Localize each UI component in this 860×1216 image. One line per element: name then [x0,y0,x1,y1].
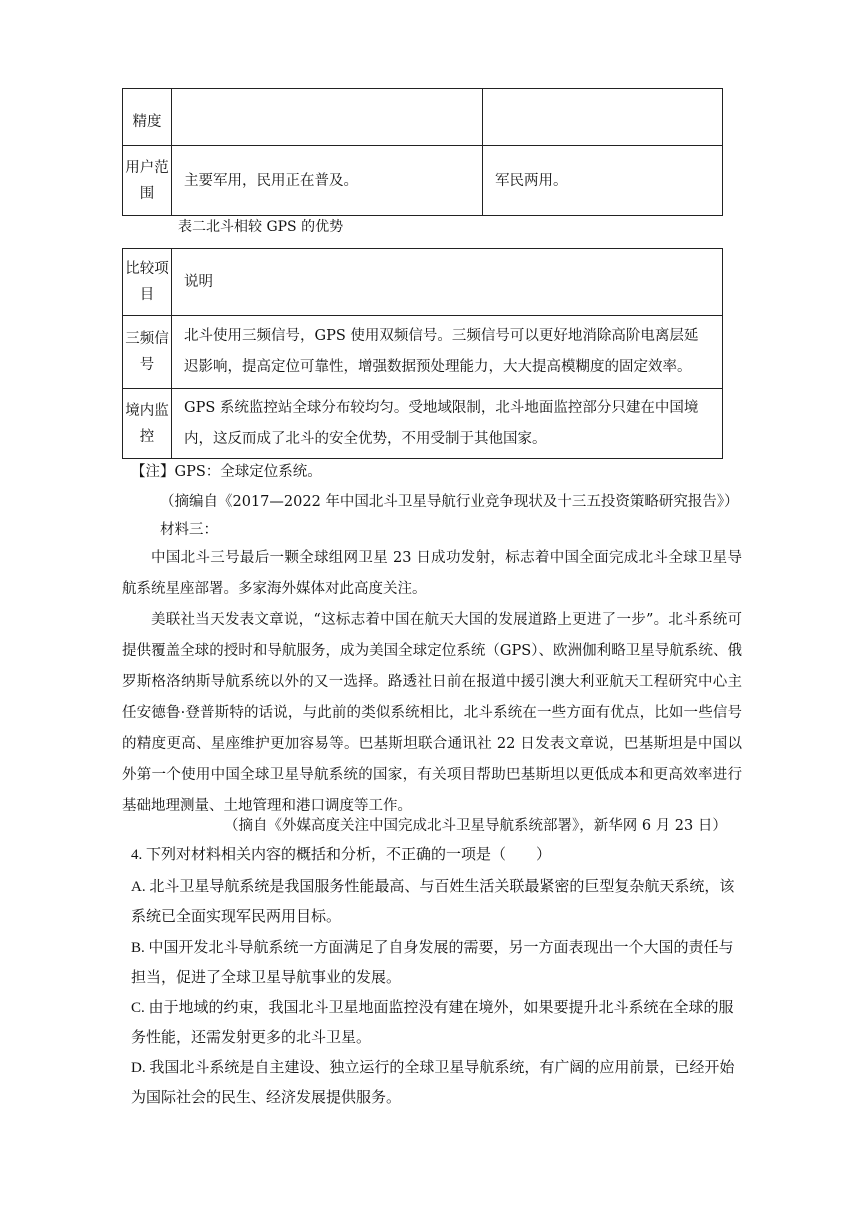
column-header: 说明 [172,249,723,316]
row-label: 用户范围 [123,146,172,216]
paragraph: 美联社当天发表文章说，“这标志着中国在航天大国的发展道路上更进了一步”。北斗系统可提供覆盖全球的授时和导航服务，成为美国全球定位系统（GPS）、欧洲伽利略卫星导航系统、俄罗斯格洛纳斯导航系统以外的又一选择。路透社日前在报道中援引澳大利亚航天工程研究中心主任安德鲁·登普斯特的话说，与此前的类似系统相比，北斗系统在一些方面有优点，比如一些信号的精度更高、星座维护更加容易等。巴基斯坦联合通讯社 22 日发表文章说，巴基斯坦是中国以外第一个使用中国全球卫星导航系统的国家，有关项目帮助巴基斯坦以更低成本和更高效率进行基础地理测量、土地管理和港口调度等工作。 [122,612,742,814]
table-cell: 北斗使用三频信号，GPS 使用双频信号。三频信号可以更好地消除高阶电离层延迟影响，提高定位可靠性，增强数据预处理能力，大大提高模糊度的固定效率。 [172,316,723,389]
table-cell [172,89,483,146]
table-row [123,89,723,146]
paragraph: 中国北斗三号最后一颗全球组网卫星 23 日成功发射，标志着中国全面完成北斗全球卫星导航系统星座部署。多家海外媒体对此高度关注。 [122,550,742,597]
table-row [123,146,723,216]
option-d: D. 我国北斗系统是自主建设、独立运行的全球卫星导航系统，有广阔的应用前景，已经开始为国际社会的民生、经济发展提供服务。 [131,1060,735,1106]
row-label: 境内监控 [123,389,172,459]
option-c: C. 由于地域的约束，我国北斗卫星地面监控没有建在境外，如果要提升北斗系统在全球的服务性能，还需发射更多的北斗卫星。 [131,1000,734,1046]
table-cell [483,89,723,146]
comparison-table-2 [122,248,723,459]
table-cell: 主要军用，民用正在普及。 [172,146,483,216]
table-header-row [123,249,723,316]
question-stem: 4. 下列对材料相关内容的概括和分析，不正确的一项是（ ） [131,847,552,863]
table-cell: 军民两用。 [483,146,723,216]
row-label: 三频信号 [123,316,172,389]
table-row [123,389,723,459]
table-row [123,316,723,389]
option-a: A. 北斗卫星导航系统是我国服务性能最高、与百姓生活关联最紧密的巨型复杂航天系统，该系统已全面实现军民两用目标。 [131,879,735,925]
column-header: 比较项目 [123,249,172,316]
comparison-table-1 [122,88,723,216]
table-caption: 表二北斗相较 GPS 的优势 [178,219,344,235]
row-label: 精度 [123,89,172,146]
option-b: B. 中国开发北斗导航系统一方面满足了自身发展的需要，另一方面表现出一个大国的责任与担当，促进了全球卫星导航事业的发展。 [131,940,734,986]
source-citation: （摘自《外媒高度关注中国完成北斗卫星导航系统部署》，新华网 6 月 23 日） [224,818,727,834]
note: 【注】GPS：全球定位系统。 [131,464,322,480]
source-citation: （摘编自《2017—2022 年中国北斗卫星导航行业竞争现状及十三五投资策略研究报告》） [160,494,739,510]
section-title: 材料三： [160,522,218,538]
table-cell: GPS 系统监控站全球分布较均匀。受地域限制，北斗地面监控部分只建在中国境内，这反而成了北斗的安全优势，不用受制于其他国家。 [172,389,723,459]
